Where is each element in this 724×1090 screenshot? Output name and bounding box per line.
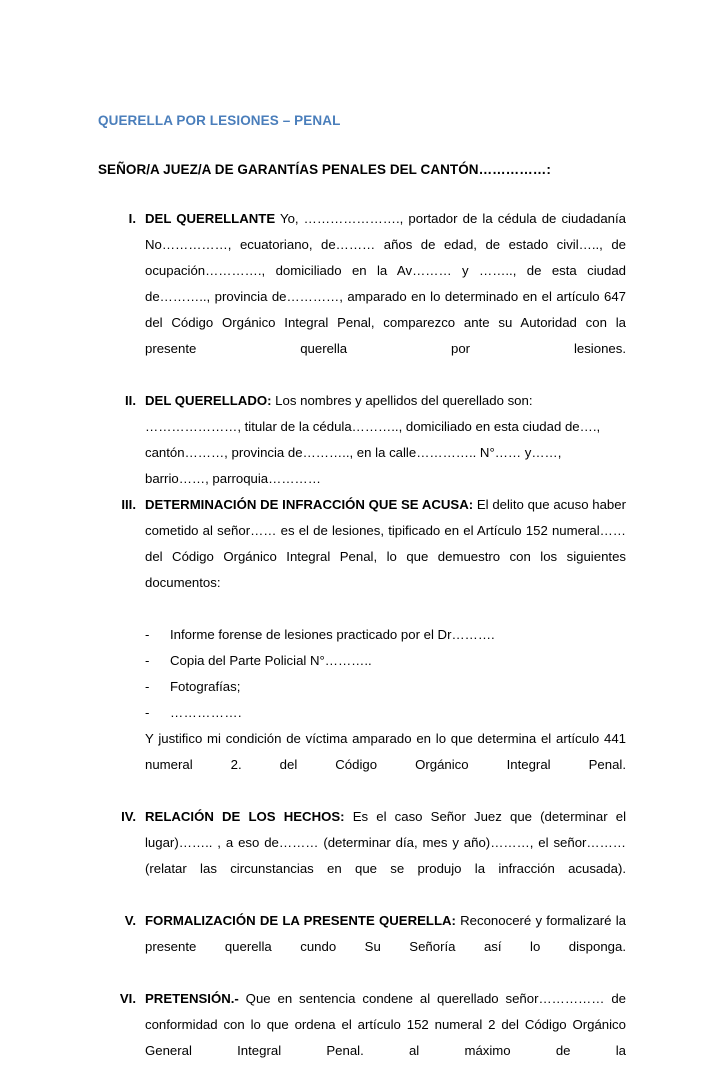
clause-item-ii bbox=[98, 388, 626, 492]
clause-numeral: V. bbox=[124, 913, 136, 928]
dash-bullet-icon: - bbox=[145, 679, 150, 694]
clause-heading: DEL QUERELLANTE bbox=[145, 211, 276, 226]
clause-heading: FORMALIZACIÓN DE LA PRESENTE QUERELLA: bbox=[145, 913, 456, 928]
salutation-line: SEÑOR/A JUEZ/A DE GARANTÍAS PENALES DEL CANTÓN……………: bbox=[98, 162, 551, 177]
dash-bullet-icon: - bbox=[145, 705, 150, 720]
clause-paragraph bbox=[145, 908, 626, 986]
clause-paragraph bbox=[145, 986, 626, 1090]
dash-bullet-icon: - bbox=[145, 653, 150, 668]
clause-body: Es el caso Señor Juez que (determinar el lugar)…….. , a eso de……… (determinar día, mes y año)………, el señor……… (relatar las circunstancias en que se produjo la infracción acusada). bbox=[145, 809, 626, 876]
evidence-list-item bbox=[145, 648, 626, 674]
clause-list bbox=[98, 206, 626, 1090]
evidence-dash-list bbox=[145, 622, 626, 726]
evidence-list-item bbox=[145, 622, 626, 648]
clause-item-vi bbox=[98, 986, 626, 1090]
evidence-list-item-label: Fotografías; bbox=[170, 679, 241, 694]
clause-numeral: IV. bbox=[121, 809, 136, 824]
clause-heading: RELACIÓN DE LOS HECHOS: bbox=[145, 809, 345, 824]
clause-body: El delito que acuso haber cometido al señor…… es el de lesiones, tipificado en el Artículo 152 numeral…… del Código Orgánico Integral Penal, lo que demuestro con los siguientes documentos: bbox=[145, 497, 626, 590]
clause-numeral: I. bbox=[128, 211, 136, 226]
clause-item-i bbox=[98, 206, 626, 388]
clause-item-iv bbox=[98, 804, 626, 908]
document-title: QUERELLA POR LESIONES – PENAL bbox=[98, 113, 341, 128]
evidence-list-item bbox=[145, 700, 626, 726]
evidence-list-item-label: Informe forense de lesiones practicado por el Dr………. bbox=[170, 627, 495, 642]
clause-closing-paragraph: Y justifico mi condición de víctima amparado en lo que determina el artículo 441 numeral 2. del Código Orgánico Integral Penal. bbox=[145, 731, 626, 772]
clause-heading: DETERMINACIÓN DE INFRACCIÓN QUE SE ACUSA: bbox=[145, 497, 474, 512]
clause-item-v bbox=[98, 908, 626, 986]
clause-body: Los nombres y apellidos del querellado son: …………………, titular de la cédula……….., domiciliado en esta ciudad de…., cantón………, provincia de……….., en la calle………….. N°…… y……, barrio……, parroquia………… bbox=[145, 393, 601, 486]
clause-numeral: VI. bbox=[119, 991, 136, 1006]
clause-heading: PRETENSIÓN.- bbox=[145, 991, 239, 1006]
evidence-list-item-label: Copia del Parte Policial N°……….. bbox=[170, 653, 372, 668]
clause-numeral: III. bbox=[121, 497, 136, 512]
dash-bullet-icon: - bbox=[145, 627, 150, 642]
clause-paragraph bbox=[145, 388, 626, 492]
clause-paragraph bbox=[145, 492, 626, 622]
clause-item-iii bbox=[98, 492, 626, 804]
clause-heading: DEL QUERELLADO: bbox=[145, 393, 272, 408]
clause-paragraph bbox=[145, 206, 626, 388]
document-content bbox=[98, 112, 626, 1090]
evidence-list-item-label: ……………. bbox=[170, 705, 243, 720]
clause-body: Que en sentencia condene al querellado señor…………… de conformidad con lo que ordena el artículo 152 numeral 2 del Código Orgánico General Integral Penal. al máximo de la bbox=[145, 991, 626, 1058]
clause-numeral: II. bbox=[125, 393, 136, 408]
clause-paragraph bbox=[145, 804, 626, 908]
evidence-list-item bbox=[145, 674, 626, 700]
clause-body: Reconoceré y formalizaré la presente querella cundo Su Señoría así lo disponga. bbox=[145, 913, 626, 954]
clause-body: Yo, …………………., portador de la cédula de ciudadanía No……………, ecuatoriano, de……… años de edad, de estado civil….., de ocupación…………., domiciliado en la Av……… y …….., de esta ciudad de……….., provincia de…………, amparado en lo determinado en el artículo 647 del Código Orgánico Integral Penal, comparezco ante su Autoridad con la presente querella por lesiones. bbox=[145, 211, 626, 356]
